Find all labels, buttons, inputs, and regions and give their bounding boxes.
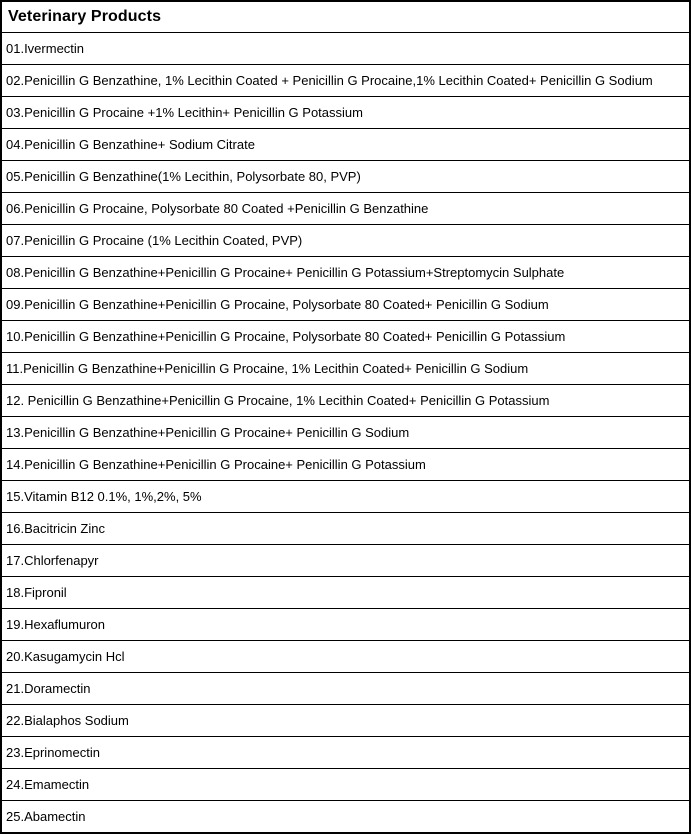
product-cell: 20.Kasugamycin Hcl	[1, 641, 690, 673]
product-cell: 06.Penicillin G Procaine, Polysorbate 80 Coated +Penicillin G Benzathine	[1, 193, 690, 225]
product-cell: 13.Penicillin G Benzathine+Penicillin G Procaine+ Penicillin G Sodium	[1, 417, 690, 449]
table-row	[1, 33, 690, 65]
product-cell: 10.Penicillin G Benzathine+Penicillin G Procaine, Polysorbate 80 Coated+ Penicillin G Potassium	[1, 321, 690, 353]
table-row	[1, 609, 690, 641]
product-cell: 01.Ivermectin	[1, 33, 690, 65]
table-row	[1, 705, 690, 737]
table-row	[1, 225, 690, 257]
table-title: Veterinary Products	[1, 1, 690, 33]
product-cell: 05.Penicillin G Benzathine(1% Lecithin, Polysorbate 80, PVP)	[1, 161, 690, 193]
table-row	[1, 97, 690, 129]
table-row	[1, 353, 690, 385]
product-cell: 21.Doramectin	[1, 673, 690, 705]
table-row	[1, 769, 690, 801]
table-row	[1, 641, 690, 673]
header-row	[1, 1, 690, 33]
product-cell: 15.Vitamin B12 0.1%, 1%,2%, 5%	[1, 481, 690, 513]
table-row	[1, 385, 690, 417]
product-cell: 12. Penicillin G Benzathine+Penicillin G Procaine, 1% Lecithin Coated+ Penicillin G Potassium	[1, 385, 690, 417]
product-cell: 08.Penicillin G Benzathine+Penicillin G Procaine+ Penicillin G Potassium+Streptomycin Sulphate	[1, 257, 690, 289]
product-cell: 19.Hexaflumuron	[1, 609, 690, 641]
product-cell: 02.Penicillin G Benzathine, 1% Lecithin Coated + Penicillin G Procaine,1% Lecithin Coated+ Penicillin G Sodium	[1, 65, 690, 97]
product-cell: 23.Eprinomectin	[1, 737, 690, 769]
product-table-body	[1, 33, 690, 834]
product-cell: 18.Fipronil	[1, 577, 690, 609]
product-cell: 09.Penicillin G Benzathine+Penicillin G Procaine, Polysorbate 80 Coated+ Penicillin G Sodium	[1, 289, 690, 321]
product-cell: 22.Bialaphos Sodium	[1, 705, 690, 737]
product-cell: 24.Emamectin	[1, 769, 690, 801]
table-row	[1, 161, 690, 193]
product-cell: 07.Penicillin G Procaine (1% Lecithin Coated, PVP)	[1, 225, 690, 257]
table-row	[1, 481, 690, 513]
product-cell: 16.Bacitricin Zinc	[1, 513, 690, 545]
product-cell: 17.Chlorfenapyr	[1, 545, 690, 577]
table-row	[1, 545, 690, 577]
table-row	[1, 737, 690, 769]
table-header	[1, 1, 690, 33]
table-row	[1, 513, 690, 545]
product-cell: 14.Penicillin G Benzathine+Penicillin G Procaine+ Penicillin G Potassium	[1, 449, 690, 481]
table-row	[1, 289, 690, 321]
table-row	[1, 449, 690, 481]
table-row	[1, 321, 690, 353]
product-cell: 11.Penicillin G Benzathine+Penicillin G Procaine, 1% Lecithin Coated+ Penicillin G Sodium	[1, 353, 690, 385]
table-row	[1, 257, 690, 289]
table-row	[1, 193, 690, 225]
table-row	[1, 129, 690, 161]
table-row	[1, 673, 690, 705]
product-cell: 04.Penicillin G Benzathine+ Sodium Citrate	[1, 129, 690, 161]
table-row	[1, 801, 690, 834]
product-cell: 25.Abamectin	[1, 801, 690, 834]
table-row	[1, 577, 690, 609]
table-row	[1, 65, 690, 97]
table-row	[1, 417, 690, 449]
product-cell: 03.Penicillin G Procaine +1% Lecithin+ Penicillin G Potassium	[1, 97, 690, 129]
